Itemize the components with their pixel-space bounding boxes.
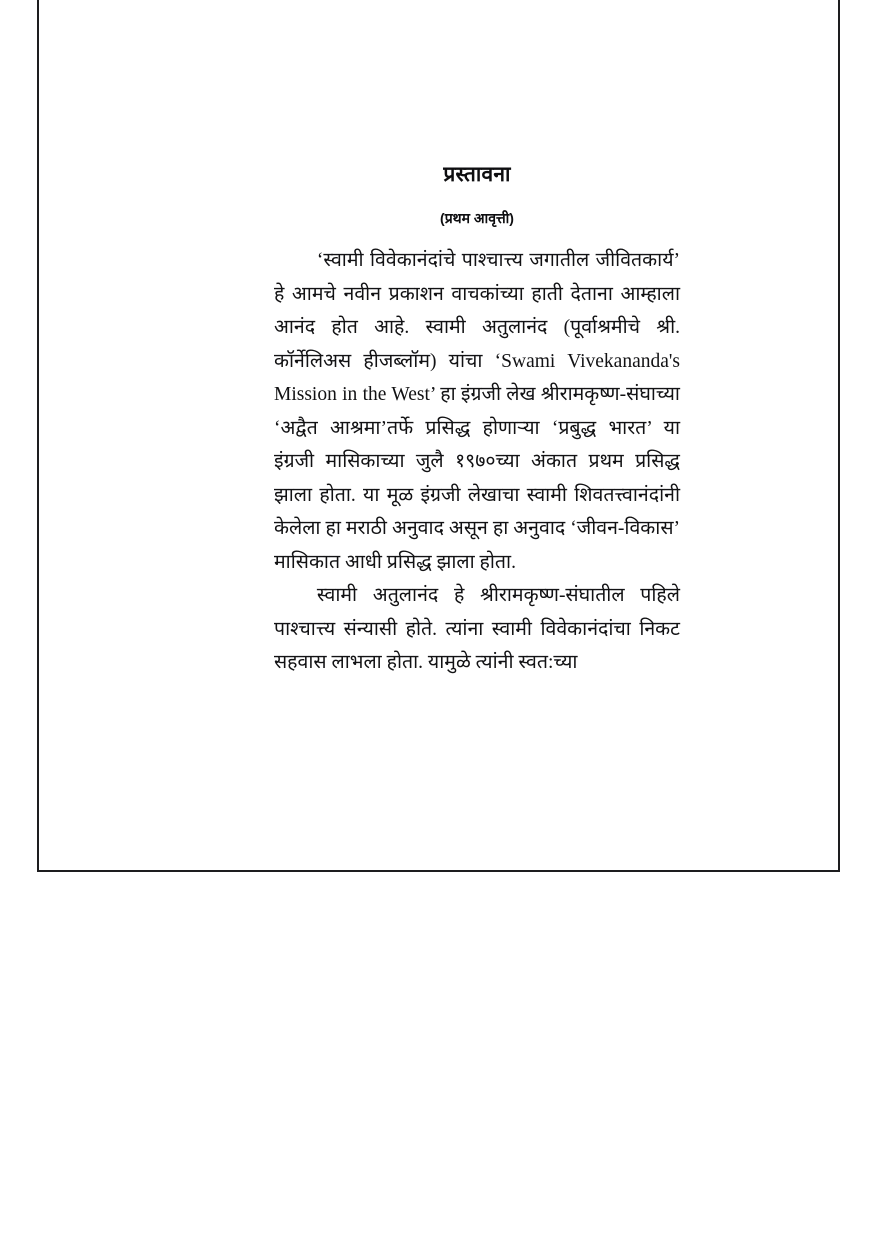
text-column	[274, 162, 680, 680]
body-paragraph: ‘स्वामी विवेकानंदांचे पाश्चात्त्य जगातील जीवितकार्य’ हे आमचे नवीन प्रकाशन वाचकांच्या हाती देताना आम्हाला आनंद होत आहे. स्वामी अतुलानंद (पूर्वाश्रमीचे श्री. कॉर्नेलिअस हीजब्लॉम) यांचा ‘Swami Vivekananda's Mission in the West’ हा इंग्रजी लेख श्रीरामकृष्ण-संघाच्या ‘अद्वैत आश्रमा’तर्फे प्रसिद्ध होणाऱ्या ‘प्रबुद्ध भारत’ या इंग्रजी मासिकाच्या जुलै १९७०च्या अंकात प्रथम प्रसिद्ध झाला होता. या मूळ इंग्रजी लेखाचा स्वामी शिवतत्त्वानंदांनी केलेला हा मराठी अनुवाद असून हा अनुवाद ‘जीवन-विकास’ मासिकात आधी प्रसिद्ध झाला होता.	[274, 250, 680, 573]
page-title: प्रस्तावना	[443, 163, 511, 186]
page-border-frame	[37, 0, 840, 872]
body-paragraph: स्वामी अतुलानंद हे श्रीरामकृष्ण-संघातील पहिले पाश्चात्त्य संन्यासी होते. त्यांना स्वामी विवेकानंदांचा निकट सहवास लाभला होता. यामुळे त्यांनी स्वत:च्या	[274, 585, 680, 673]
edition-subtitle: (प्रथम आवृत्ती)	[440, 210, 514, 226]
